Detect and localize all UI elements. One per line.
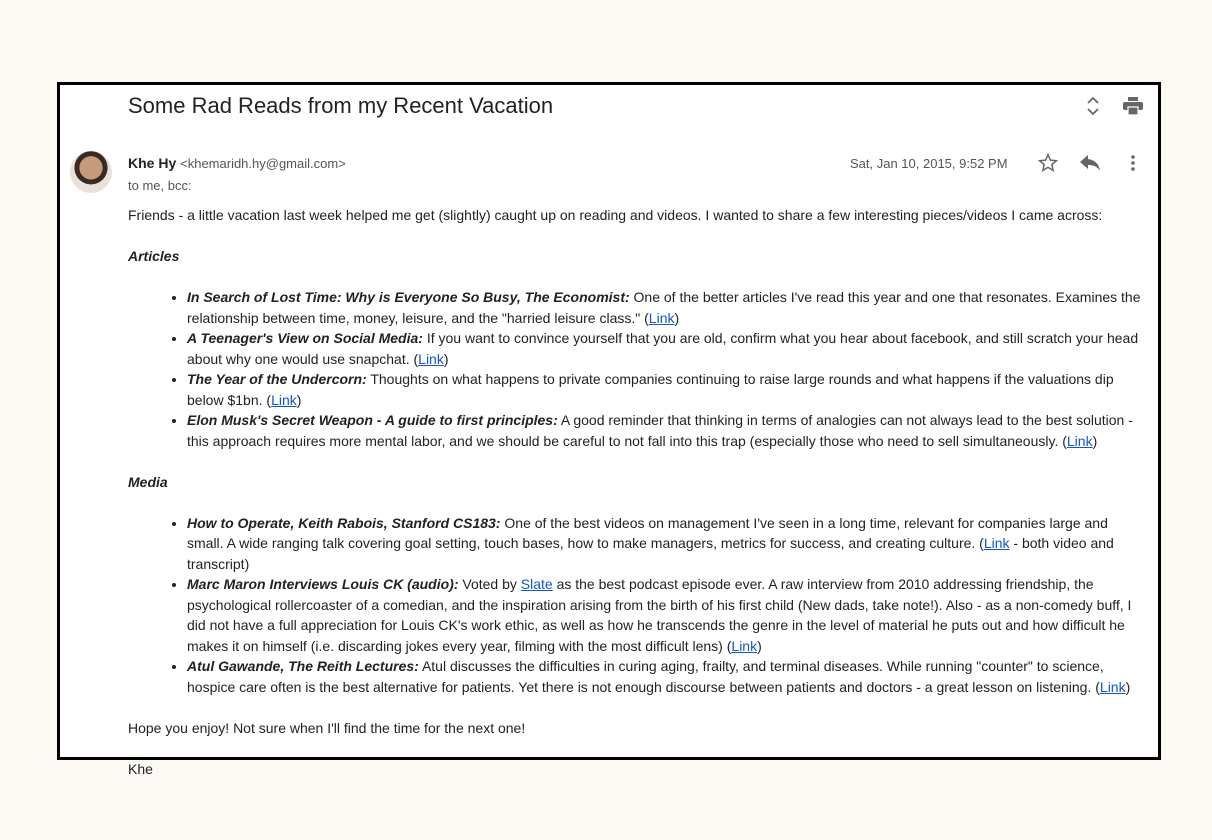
print-icon[interactable] <box>1123 97 1143 120</box>
item-link[interactable]: Link <box>983 535 1010 551</box>
item-text: Atul discusses the difficulties in curing aging, frailty, and terminal diseases. While running "counter" to science, hospice care often is the best alternative for patients. Yet there is not enough discourse between patients and doctors - a great lesson on listening. ( <box>187 658 1104 695</box>
item-text: as the best podcast episode ever. A raw interview from 2010 addressing friendship, the psychological rollercoaster of a comedian, and the inspiration arising from the birth of his first child (New dads, take note!). Also - as a non-comedy buff, I did not have a full appreciation for Louis CK's work ethic, as well as how he transcends the genre in the level of material he puts out and how difficult he makes it on himself (i.e. discarding jokes every year, filming with the most difficult lens) ( <box>187 576 1132 654</box>
list-item <box>187 513 1148 575</box>
list-item <box>187 369 1148 410</box>
email-subject: Some Rad Reads from my Recent Vacation <box>128 93 554 118</box>
reply-icon[interactable] <box>1080 155 1100 176</box>
more-vert-icon[interactable] <box>1131 155 1135 176</box>
closing-paragraph: Hope you enjoy! Not sure when I'll find the time for the next one! <box>128 719 526 736</box>
item-title: In Search of Lost Time: Why is Everyone So Busy, The Economist: <box>187 289 630 305</box>
list-item <box>187 287 1148 328</box>
item-title: Marc Maron Interviews Louis CK (audio): <box>187 576 459 592</box>
item-text-end: ) <box>443 350 449 367</box>
item-text-pre: Voted by <box>458 576 521 592</box>
sender-avatar <box>70 151 112 193</box>
item-text: If you want to convince yourself that you are old, confirm what you hear about facebook, and still scratch your head about why one would use snapchat. ( <box>187 330 1139 367</box>
sender-name[interactable]: Khe Hy <box>128 155 177 171</box>
star-icon[interactable] <box>1038 153 1058 178</box>
item-title: A Teenager's View on Social Media: <box>187 330 423 346</box>
item-title: Atul Gawande, The Reith Lectures: <box>187 658 419 674</box>
item-link[interactable]: Link <box>1066 432 1093 449</box>
item-text: One of the best videos on management I've seen in a long time, relevant for companies large and small. A wide ranging talk covering goal setting, touch bases, how to make managers, metrics for success, and creating culture. ( <box>187 514 1108 551</box>
item-link[interactable]: Link <box>1099 678 1126 695</box>
item-link[interactable]: Link <box>731 637 758 654</box>
intro-paragraph: Friends - a little vacation last week helped me get (slightly) caught up on reading and videos. I wanted to share a few interesting pieces/videos I came across: <box>128 207 1103 223</box>
item-title: How to Operate, Keith Rabois, Stanford CS183: <box>187 514 501 531</box>
item-link[interactable]: Link <box>418 350 444 367</box>
sender-line <box>128 155 346 171</box>
recipients[interactable]: to me, bcc: <box>128 178 192 193</box>
item-text: A good reminder that thinking in terms of analogies can not always lead to the best solution - this approach requires more mental labor, and we should be careful to not fall into this trap (especially those who need to sell simultaneously. ( <box>187 412 1133 449</box>
email-view <box>57 82 1161 777</box>
articles-heading: Articles <box>128 248 180 264</box>
item-link[interactable]: Link <box>648 309 675 326</box>
email-body <box>128 205 1148 800</box>
unfold-icon[interactable] <box>1086 95 1100 122</box>
item-text-end: - both video and transcript) <box>187 535 1114 572</box>
list-item <box>187 328 1148 369</box>
media-heading: Media <box>128 473 168 490</box>
list-item <box>187 574 1148 656</box>
item-title: Elon Musk's Secret Weapon - A guide to first principles: <box>187 412 558 428</box>
list-item <box>187 410 1148 451</box>
item-link[interactable]: Link <box>271 391 297 408</box>
item-text-end: ) <box>1125 678 1131 695</box>
media-list <box>128 513 1148 698</box>
slate-link[interactable]: Slate <box>520 576 553 592</box>
email-date: Sat, Jan 10, 2015, 9:52 PM <box>850 156 1008 171</box>
list-item <box>187 656 1148 697</box>
item-text: Thoughts on what happens to private companies continuing to raise large rounds and what happens if the valuations dip below $1bn. ( <box>187 371 1114 408</box>
articles-list <box>128 287 1148 451</box>
item-text-end: ) <box>296 391 302 408</box>
item-title: The Year of the Undercorn: <box>187 371 367 387</box>
item-text-end: ) <box>674 309 680 326</box>
signature: Khe <box>128 760 153 777</box>
item-text: One of the better articles I've read this year and one that resonates. Examines the relationship between time, money, leisure, and the "harried leisure class." ( <box>187 289 1141 326</box>
item-text-end: ) <box>757 637 762 654</box>
sender-email: <khemaridh.hy@gmail.com> <box>180 156 346 171</box>
item-text-end: ) <box>1092 432 1098 449</box>
